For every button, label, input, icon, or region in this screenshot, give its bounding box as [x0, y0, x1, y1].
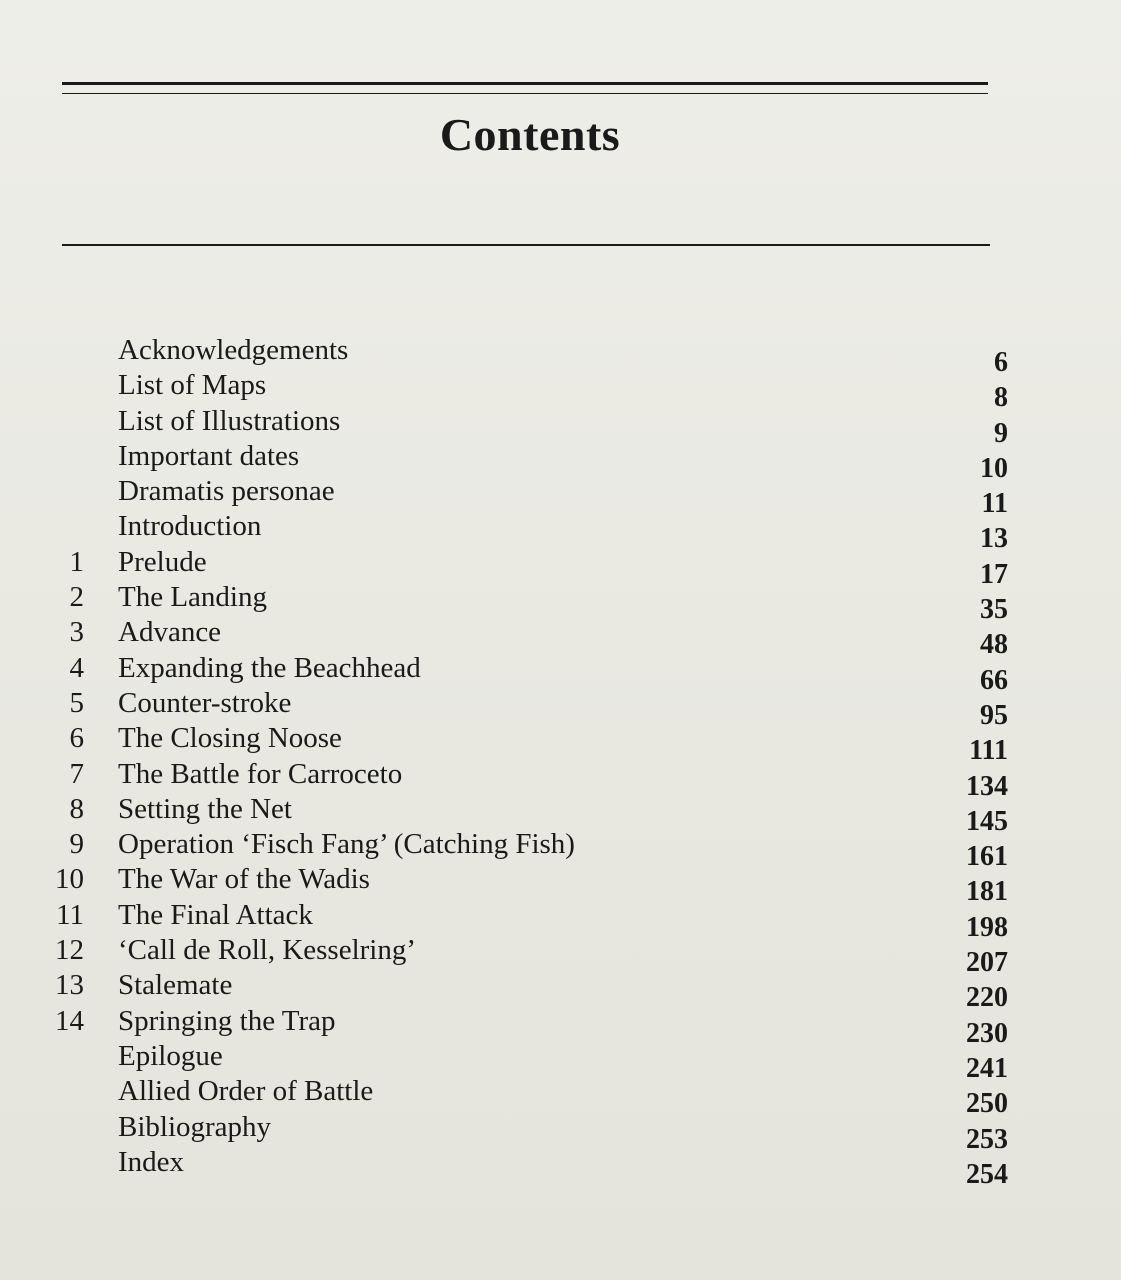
chapter-title: Advance — [118, 616, 222, 649]
chapter-title: Index — [118, 1145, 185, 1178]
chapter-number: 12 — [55, 934, 84, 967]
page-number: 181 — [966, 876, 1008, 908]
toc-entry — [0, 686, 1121, 731]
chapter-title: List of Maps — [118, 369, 267, 402]
chapter-title: Epilogue — [118, 1039, 223, 1072]
table-of-contents — [0, 333, 1121, 1190]
page-number: 230 — [966, 1017, 1008, 1049]
toc-entry — [0, 651, 1121, 696]
toc-entry — [0, 862, 1121, 908]
toc-entry — [0, 898, 1121, 943]
toc-entry — [0, 545, 1121, 590]
page-title: Contents — [439, 109, 621, 160]
chapter-title: The Final Attack — [118, 898, 313, 931]
chapter-number: 2 — [69, 581, 84, 614]
page-number: 17 — [980, 558, 1008, 590]
page-number: 134 — [966, 770, 1008, 802]
chapter-title: Springing the Trap — [118, 1004, 336, 1037]
page-number: 145 — [966, 805, 1008, 837]
page-number: 198 — [966, 911, 1008, 943]
chapter-number: 7 — [69, 757, 84, 790]
chapter-title: The Battle for Carroceto — [118, 757, 403, 790]
toc-entry — [0, 933, 1121, 979]
chapter-title: Stalemate — [118, 969, 233, 1002]
toc-entry — [0, 333, 1121, 378]
chapter-number: 6 — [69, 722, 84, 755]
chapter-number: 10 — [55, 863, 84, 896]
chapter-number: 3 — [69, 616, 84, 649]
chapter-number: 4 — [69, 651, 84, 684]
toc-entry — [0, 1074, 1121, 1120]
toc-entry — [0, 721, 1121, 767]
page-number: 254 — [966, 1158, 1008, 1190]
chapter-number: 8 — [69, 792, 84, 825]
chapter-title: Prelude — [118, 545, 207, 578]
chapter-number: 13 — [55, 969, 84, 1002]
chapter-title: Introduction — [118, 510, 262, 543]
chapter-number: 1 — [69, 545, 84, 578]
toc-entry — [0, 474, 1121, 520]
chapter-title: Operation ‘Fisch Fang’ (Catching Fish) — [118, 828, 575, 861]
toc-entry — [0, 1110, 1121, 1155]
chapter-number: 5 — [69, 686, 84, 719]
page-number: 10 — [980, 452, 1008, 484]
chapter-title: The Closing Noose — [118, 722, 342, 755]
page-number: 8 — [994, 382, 1008, 414]
chapter-title: Acknowledgements — [118, 334, 349, 366]
page-number: 66 — [980, 664, 1008, 696]
toc-entry — [0, 439, 1121, 484]
chapter-number: 11 — [56, 898, 84, 931]
title-underline-rule — [62, 244, 990, 246]
chapter-title: Bibliography — [118, 1110, 272, 1143]
page-number: 207 — [966, 947, 1008, 979]
toc-entry — [0, 757, 1121, 802]
toc-entry — [0, 368, 1121, 414]
toc-entry — [0, 1039, 1121, 1084]
page-number: 9 — [994, 417, 1008, 449]
chapter-title: Expanding the Beachhead — [118, 651, 421, 684]
page-number: 253 — [966, 1123, 1008, 1155]
toc-entry — [0, 509, 1121, 555]
chapter-title: The Landing — [118, 581, 267, 614]
chapter-title: Important dates — [118, 439, 300, 472]
chapter-number: 14 — [55, 1004, 84, 1037]
toc-entry — [0, 615, 1121, 661]
chapter-number: 9 — [69, 828, 84, 861]
chapter-title: Counter-stroke — [118, 686, 292, 719]
chapter-title: Allied Order of Battle — [118, 1075, 374, 1108]
toc-entry — [0, 404, 1121, 449]
chapter-title: List of Illustrations — [118, 404, 341, 437]
top-double-rule — [62, 82, 988, 94]
page-number: 241 — [966, 1052, 1008, 1084]
page-number: 6 — [994, 347, 1008, 378]
toc-entry — [0, 580, 1121, 626]
page-number: 111 — [969, 735, 1008, 767]
page-number: 11 — [981, 488, 1008, 520]
toc-entry — [0, 792, 1121, 837]
page-number: 35 — [980, 594, 1008, 626]
chapter-title: ‘Call de Roll, Kesselring’ — [118, 934, 417, 967]
page-number: 250 — [966, 1088, 1008, 1120]
toc-entry — [0, 827, 1121, 873]
chapter-title: Setting the Net — [118, 792, 292, 825]
page-number: 95 — [980, 699, 1008, 731]
toc-entry — [0, 1004, 1121, 1049]
toc-entry — [0, 968, 1121, 1014]
page-number: 161 — [966, 841, 1008, 873]
page-number: 48 — [980, 629, 1008, 661]
page-number: 220 — [966, 982, 1008, 1014]
toc-entry — [0, 1145, 1121, 1190]
chapter-title: The War of the Wadis — [118, 863, 370, 896]
page-number: 13 — [980, 523, 1008, 555]
chapter-title: Dramatis personae — [118, 475, 335, 508]
